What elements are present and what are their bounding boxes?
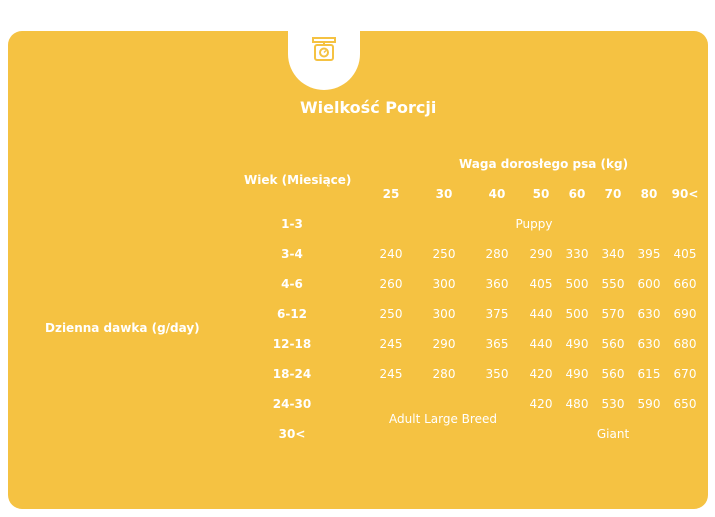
dose-cell: 480 [565,397,589,411]
dose-cell: 405 [673,247,697,261]
age-row-label: 3-4 [281,247,303,261]
icon-badge [288,24,360,90]
age-row-label: 12-18 [272,337,312,351]
page-title: Wielkość Porcji [300,98,437,117]
weight-header: Waga dorosłego psa (kg) [459,157,629,171]
dose-cell: 350 [485,367,509,381]
weight-col-header: 30 [435,187,453,201]
dose-cell: 650 [673,397,697,411]
dose-cell: 365 [485,337,509,351]
weight-col-header: 40 [488,187,506,201]
dose-cell: 280 [432,367,456,381]
dose-cell: 300 [432,307,456,321]
dose-cell: 420 [529,367,553,381]
age-header: Wiek (Miesiące) [244,173,352,187]
dose-cell: 340 [601,247,625,261]
weight-col-header: 80 [640,187,658,201]
dose-cell: 590 [637,397,661,411]
dose-cell: 500 [565,307,589,321]
puppy-label: Puppy [515,217,553,231]
dose-cell: 245 [379,367,403,381]
adult-large-breed-label: Adult Large Breed [389,412,497,426]
dose-cell: 375 [485,307,509,321]
dose-cell: 630 [637,307,661,321]
dose-cell: 250 [379,307,403,321]
dose-cell: 550 [601,277,625,291]
dose-cell: 500 [565,277,589,291]
dose-cell: 440 [529,337,553,351]
age-row-label: 24-30 [272,397,312,411]
dose-cell: 240 [379,247,403,261]
dose-cell: 300 [432,277,456,291]
dose-cell: 395 [637,247,661,261]
dose-cell: 250 [432,247,456,261]
dose-cell: 680 [673,337,697,351]
age-row-label: 1-3 [281,217,303,231]
dose-cell: 690 [673,307,697,321]
dose-cell: 290 [529,247,553,261]
dose-cell: 490 [565,367,589,381]
dose-cell: 360 [485,277,509,291]
weight-col-header: 60 [568,187,586,201]
dose-cell: 630 [637,337,661,351]
age-row-label: 30< [278,427,306,441]
age-row-label: 6-12 [276,307,308,321]
dose-cell: 330 [565,247,589,261]
dose-cell: 290 [432,337,456,351]
dose-cell: 600 [637,277,661,291]
scale-icon [311,36,337,62]
daily-dose-label: Dzienna dawka (g/day) [45,321,200,335]
weight-col-header: 90< [671,187,699,201]
dose-cell: 405 [529,277,553,291]
weight-col-header: 25 [382,187,400,201]
age-row-label: 18-24 [272,367,312,381]
dose-cell: 420 [529,397,553,411]
age-row-label: 4-6 [281,277,303,291]
dose-cell: 560 [601,337,625,351]
dose-cell: 490 [565,337,589,351]
weight-col-header: 70 [604,187,622,201]
dose-cell: 530 [601,397,625,411]
dose-cell: 440 [529,307,553,321]
weight-col-header: 50 [532,187,550,201]
dose-cell: 670 [673,367,697,381]
dose-cell: 280 [485,247,509,261]
giant-label: Giant [596,427,630,441]
dose-cell: 615 [637,367,661,381]
dose-cell: 570 [601,307,625,321]
dose-cell: 560 [601,367,625,381]
dose-cell: 260 [379,277,403,291]
dose-cell: 245 [379,337,403,351]
dose-cell: 660 [673,277,697,291]
